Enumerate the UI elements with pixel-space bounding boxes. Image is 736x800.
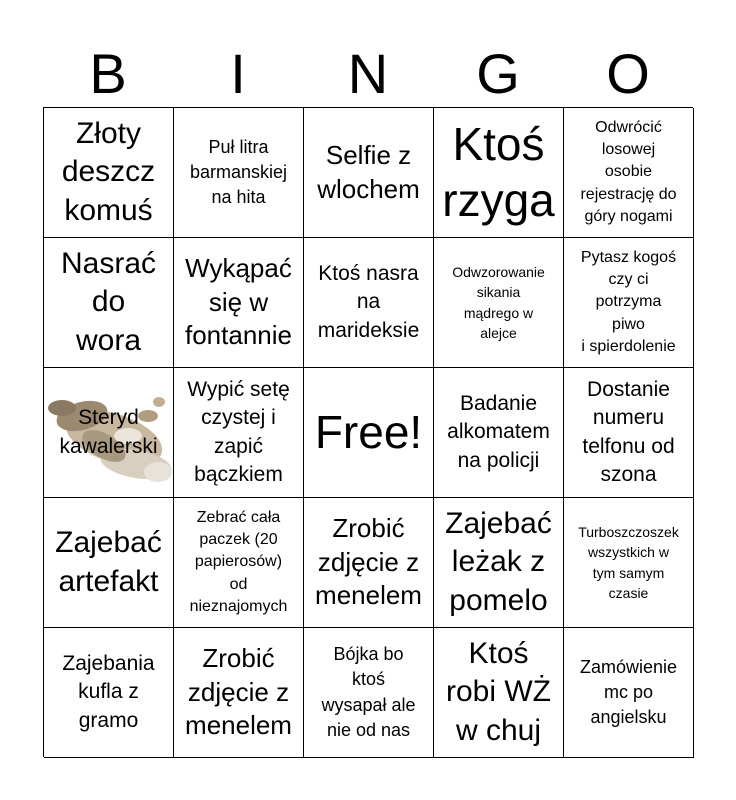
cell-text: Dostanie numeru telfonu od szona (582, 377, 675, 486)
bingo-cell-r4c4[interactable] (434, 498, 564, 628)
bingo-cell-r5c5[interactable] (564, 628, 694, 758)
bingo-cell-r4c3[interactable] (304, 498, 434, 628)
cell-text: Pytasz kogoś czy ci potrzyma piwo i spierdolenie (580, 248, 677, 356)
cell-text: Zajebać leżak z pomelo (445, 506, 552, 617)
bingo-cell-r3c1[interactable] (44, 368, 174, 498)
bingo-grid (43, 107, 693, 757)
bingo-cell-r2c2[interactable] (174, 238, 304, 368)
cell-text: Ktoś robi WŻ w chuj (446, 636, 551, 747)
bingo-cell-r3c4[interactable] (434, 368, 564, 498)
bingo-cell-r2c1[interactable] (44, 238, 174, 368)
cell-text: Odwrócić losowej osobie rejestrację do góry nogami (580, 118, 677, 226)
header-letter-n: N (347, 42, 389, 105)
bingo-cell-r3c2[interactable] (174, 368, 304, 498)
bingo-cell-r3c3[interactable] (304, 368, 434, 498)
cell-text: Steryd kawalerski (59, 406, 158, 458)
cell-text: Selfie z wlochem (317, 139, 420, 204)
header-letter-g: G (476, 42, 520, 105)
bingo-cell-r2c4[interactable] (434, 238, 564, 368)
bingo-cell-r5c4[interactable] (434, 628, 564, 758)
bingo-cell-r1c1[interactable] (44, 108, 174, 238)
cell-text: Zajebania kufla z gramo (62, 651, 155, 732)
bingo-cell-r1c5[interactable] (564, 108, 694, 238)
bingo-cell-r4c1[interactable] (44, 498, 174, 628)
cell-text: Zamówienie mc po angielsku (579, 656, 678, 728)
cell-text: Zebrać cała paczek (20 papierosów) od nieznajomych (189, 508, 288, 616)
bingo-cell-r4c5[interactable] (564, 498, 694, 628)
bingo-cell-r2c5[interactable] (564, 238, 694, 368)
cell-text: Zrobić zdjęcie z menelem (185, 642, 292, 741)
cell-text: Bójka bo ktoś wysapał ale nie od nas (321, 644, 416, 740)
bingo-cell-r1c2[interactable] (174, 108, 304, 238)
free-space-text: Free! (314, 405, 423, 458)
cell-text: Puł litra barmanskiej na hita (189, 136, 288, 208)
bingo-cell-r1c3[interactable] (304, 108, 434, 238)
cell-text: Zrobić zdjęcie z menelem (315, 512, 422, 611)
header-letter-i: I (230, 42, 246, 105)
bingo-cell-r5c1[interactable] (44, 628, 174, 758)
cell-text: Złoty deszcz komuś (61, 116, 156, 227)
cell-text: Ktoś rzyga (442, 118, 555, 226)
cell-text: Zajebać artefakt (55, 526, 162, 598)
cell-text: Badanie alkomatem na policji (447, 391, 550, 472)
bingo-header (43, 42, 693, 106)
bingo-cell-r1c4[interactable] (434, 108, 564, 238)
cell-text: Odwzorowanie sikania mądrego w alejce (452, 263, 545, 341)
cell-text: Ktoś nasra na marideksie (317, 261, 420, 342)
header-letter-o: O (606, 42, 650, 105)
bingo-cell-r5c3[interactable] (304, 628, 434, 758)
cell-text: Wykąpać się w fontannie (185, 252, 292, 351)
bingo-cell-r5c2[interactable] (174, 628, 304, 758)
cell-text: Wypić setę czystej i zapić bączkiem (187, 377, 290, 486)
header-letter-b: B (89, 42, 127, 105)
bingo-cell-r4c2[interactable] (174, 498, 304, 628)
cell-text: Nasrać do wora (60, 246, 157, 357)
bingo-cell-r2c3[interactable] (304, 238, 434, 368)
cell-text: Turboszczoszek wszystkich w tym samym czasie (578, 523, 679, 601)
bingo-cell-r3c5[interactable] (564, 368, 694, 498)
